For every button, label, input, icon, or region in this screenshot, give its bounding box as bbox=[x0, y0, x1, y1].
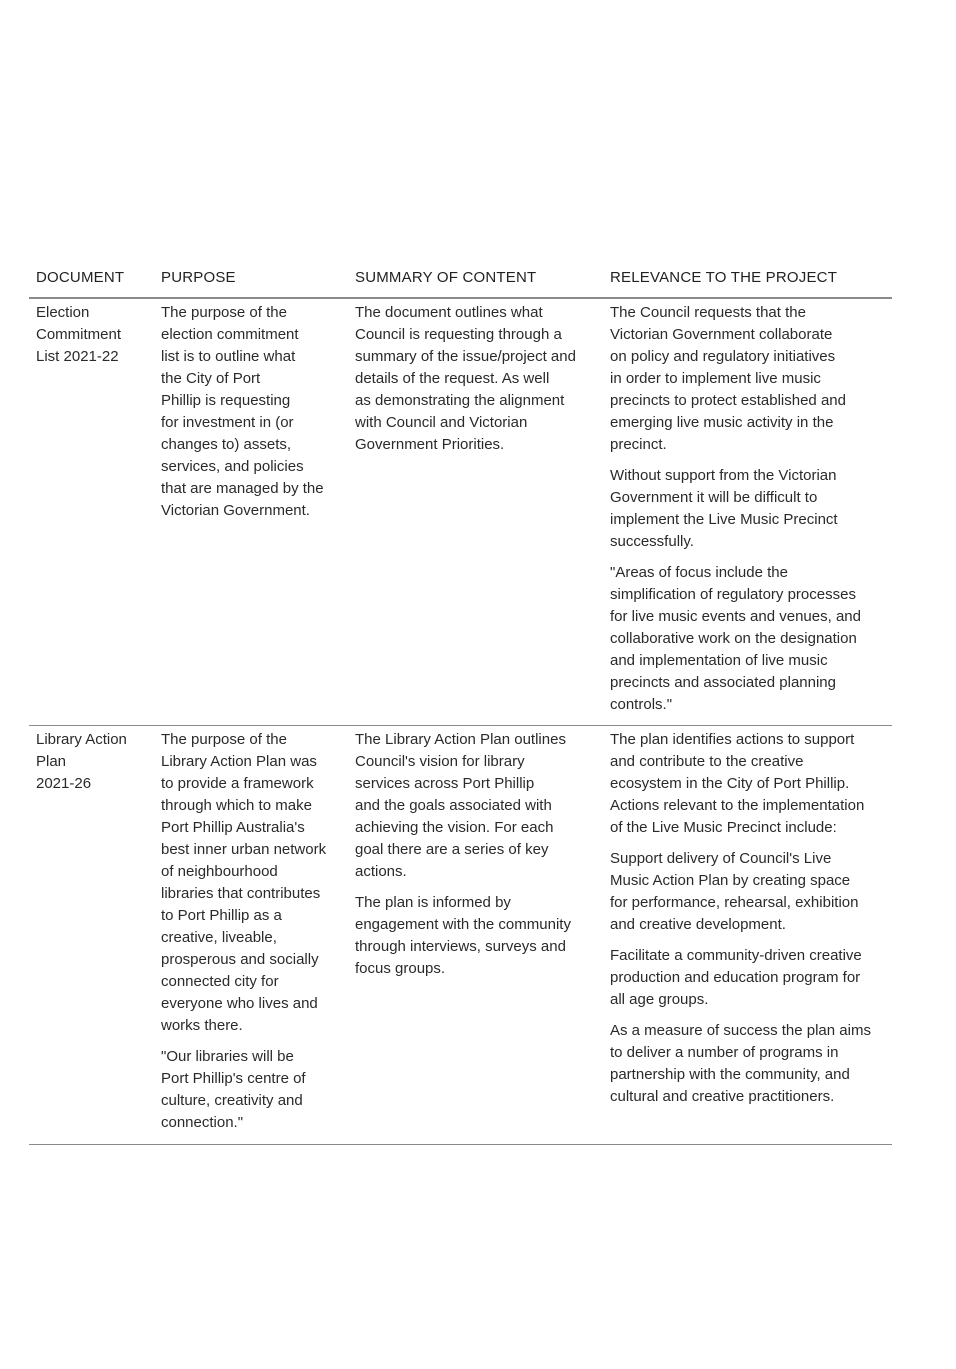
cell-document bbox=[29, 726, 154, 1144]
summary-text: The plan is informed by engagement with the community through interviews, surveys and focus groups. bbox=[355, 894, 571, 977]
table-row bbox=[29, 299, 892, 726]
relevance-text: The plan identifies actions to support and contribute to the creative ecosystem in the City of Port Phillip. Actions relevant to the implementation of the Live Music Precinct include: bbox=[610, 731, 865, 836]
cell-purpose bbox=[154, 299, 348, 725]
header-relevance: RELEVANCE TO THE PROJECT bbox=[610, 269, 838, 286]
purpose-text: The purpose of the Library Action Plan was to provide a framework through which to make Port Phillip Australia's best inner urban network of neighbourhood libraries that contributes to Port Phillip as a creative, liveable, prosperous and socially connected city for everyone who lives and works there. bbox=[161, 731, 327, 1034]
summary-text: The Library Action Plan outlines Council's vision for library services across Port Phillip and the goals associated with achieving the vision. For each goal there are a series of key actions. bbox=[355, 731, 566, 880]
table-header-row bbox=[29, 264, 892, 299]
table-row bbox=[29, 726, 892, 1145]
relevance-text: Support delivery of Council's Live Music Action Plan by creating space for performance, rehearsal, exhibition and creative development. bbox=[610, 850, 859, 933]
relevance-text: As a measure of success the plan aims to deliver a number of programs in partnership with the community, and cultural and creative practitioners. bbox=[610, 1022, 871, 1105]
purpose-quote: "Our libraries will be Port Phillip's centre of culture, creativity and connection." bbox=[161, 1048, 306, 1131]
cell-document bbox=[29, 299, 154, 725]
header-document: DOCUMENT bbox=[36, 269, 125, 286]
cell-summary bbox=[348, 726, 603, 1144]
document-name: Library Action Plan 2021-26 bbox=[36, 731, 127, 792]
purpose-text: The purpose of the election commitment list is to outline what the City of Port Phillip is requesting for investment in (or changes to) assets, services, and policies that are managed by the Victorian Government. bbox=[161, 304, 324, 519]
relevance-text: The Council requests that the Victorian Government collaborate on policy and regulatory initiatives in order to implement live music precincts to protect established and emerging live music activity in the precinct. bbox=[610, 304, 846, 453]
relevance-text: Facilitate a community-driven creative production and education program for all age groups. bbox=[610, 947, 862, 1008]
relevance-text: Without support from the Victorian Government it will be difficult to implement the Live Music Precinct successfully. bbox=[610, 467, 838, 550]
document-table bbox=[29, 264, 892, 1145]
summary-text: The document outlines what Council is requesting through a summary of the issue/project and details of the request. As well as demonstrating the alignment with Council and Victorian Government Priorities. bbox=[355, 304, 576, 453]
header-purpose: PURPOSE bbox=[161, 269, 236, 286]
cell-relevance bbox=[603, 726, 892, 1144]
document-name: Election Commitment List 2021-22 bbox=[36, 304, 122, 365]
cell-relevance bbox=[603, 299, 892, 725]
cell-purpose bbox=[154, 726, 348, 1144]
relevance-quote: "Areas of focus include the simplification of regulatory processes for live music events and venues, and collaborative work on the designation and implementation of live music precincts and associated planning controls." bbox=[610, 564, 861, 713]
cell-summary bbox=[348, 299, 603, 725]
header-summary: SUMMARY OF CONTENT bbox=[355, 269, 537, 286]
